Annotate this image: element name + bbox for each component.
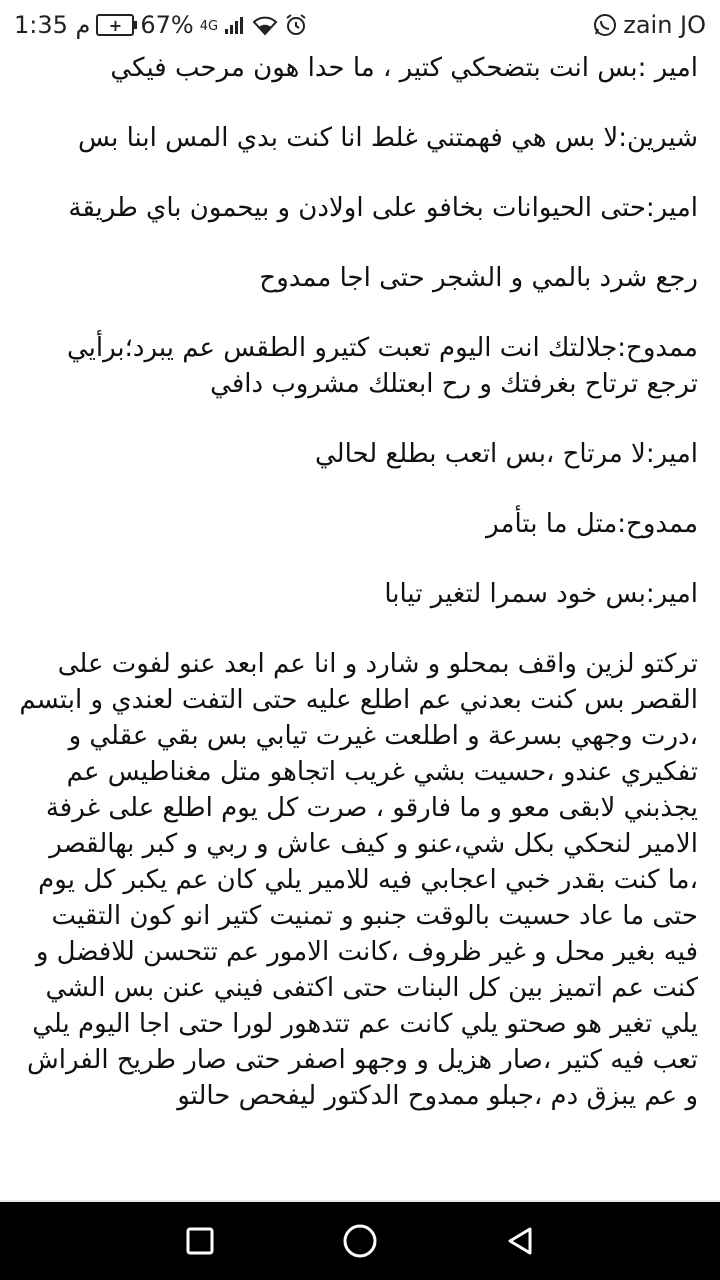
back-button[interactable] xyxy=(490,1211,550,1271)
paragraph: ممدوح:جلالتك انت اليوم تعبت كتيرو الطقس عم يبرد؛برأيي ترجع ترتاح بغرفتك و رح ابعتلك مشروب دافي xyxy=(66,333,698,399)
battery-icon: + xyxy=(96,14,134,36)
status-left xyxy=(14,11,308,39)
clock: 1:35 م xyxy=(14,11,91,39)
paragraph: رجع شرد بالمي و الشجر حتى اجا ممدوح xyxy=(259,263,698,293)
carrier-name: zain JO xyxy=(623,11,706,39)
square-icon xyxy=(185,1226,215,1256)
navigation-bar xyxy=(0,1202,720,1280)
status-right xyxy=(593,11,706,39)
paragraph: شيرين:لا بس هي فهمتني غلط انا كنت بدي المس ابنا بس xyxy=(77,123,698,153)
wifi-icon xyxy=(252,14,278,36)
paragraph: امير :بس انت بتضحكي كتير ، ما حدا هون مرحب فيكي xyxy=(110,53,698,83)
triangle-back-icon xyxy=(504,1225,536,1257)
signal-icon xyxy=(224,15,246,35)
whatsapp-icon xyxy=(593,13,617,37)
paragraph: تركتو لزين واقف بمحلو و شارد و انا عم ابعد عنو لفوت على القصر بس كنت بعدني عم اطلع عليه حتى التفت لعندي و ابتسم ،درت وجهي بسرعة و اطلعت غيرت تيابي بس بقي عقلي و تفكيري عندو ،حسيت بشي غريب اتجاهو متل مغناطيس عم يجذبني لابقى معو و ما فارقو ، صرت كل يوم اطلع على غرفة الامير لنحكي بكل شي،عنو و كيف عاش و ربي و كبر بهالقصر ،ما كنت بقدر خبي اعجابي فيه للامير يلي كان عم يكبر كل يوم حتى ما عاد حسيت بالوقت جنبو و تمنيت كتير انو كون التقيت فيه بغير محل و غير ظروف ،كانت الامور عم تتحسن للافضل و كنت عم اتميز بين كل البنات حتى اكتفى فيني عنن بس الشي يلي تغير هو صحتو يلي كانت عم تتدهور لورا حتى اجا اليوم يلي تعب فيه كتير ،صار هزيل و وجهو اصفر حتى صار طريح الفراش و عم يبزق دم ،جبلو ممدوح الدكتور ليفحص حالتو xyxy=(19,649,698,1111)
home-button[interactable] xyxy=(330,1211,390,1271)
paragraph: ممدوح:متل ما بتأمر xyxy=(486,509,698,539)
alarm-icon xyxy=(284,13,308,37)
story-text xyxy=(0,50,720,1200)
status-bar xyxy=(0,0,720,50)
battery-percent: 67% xyxy=(140,11,194,39)
paragraph: امير:حتى الحيوانات بخافو على اولادن و بيحمون باي طريقة xyxy=(68,193,698,223)
paragraph: امير:لا مرتاح ،بس اتعب بطلع لحالي xyxy=(314,439,698,469)
paragraph: امير:بس خود سمرا لتغير تيابا xyxy=(384,579,698,609)
circle-icon xyxy=(342,1223,378,1259)
recents-button[interactable] xyxy=(170,1211,230,1271)
network-type: 4G xyxy=(199,19,219,34)
